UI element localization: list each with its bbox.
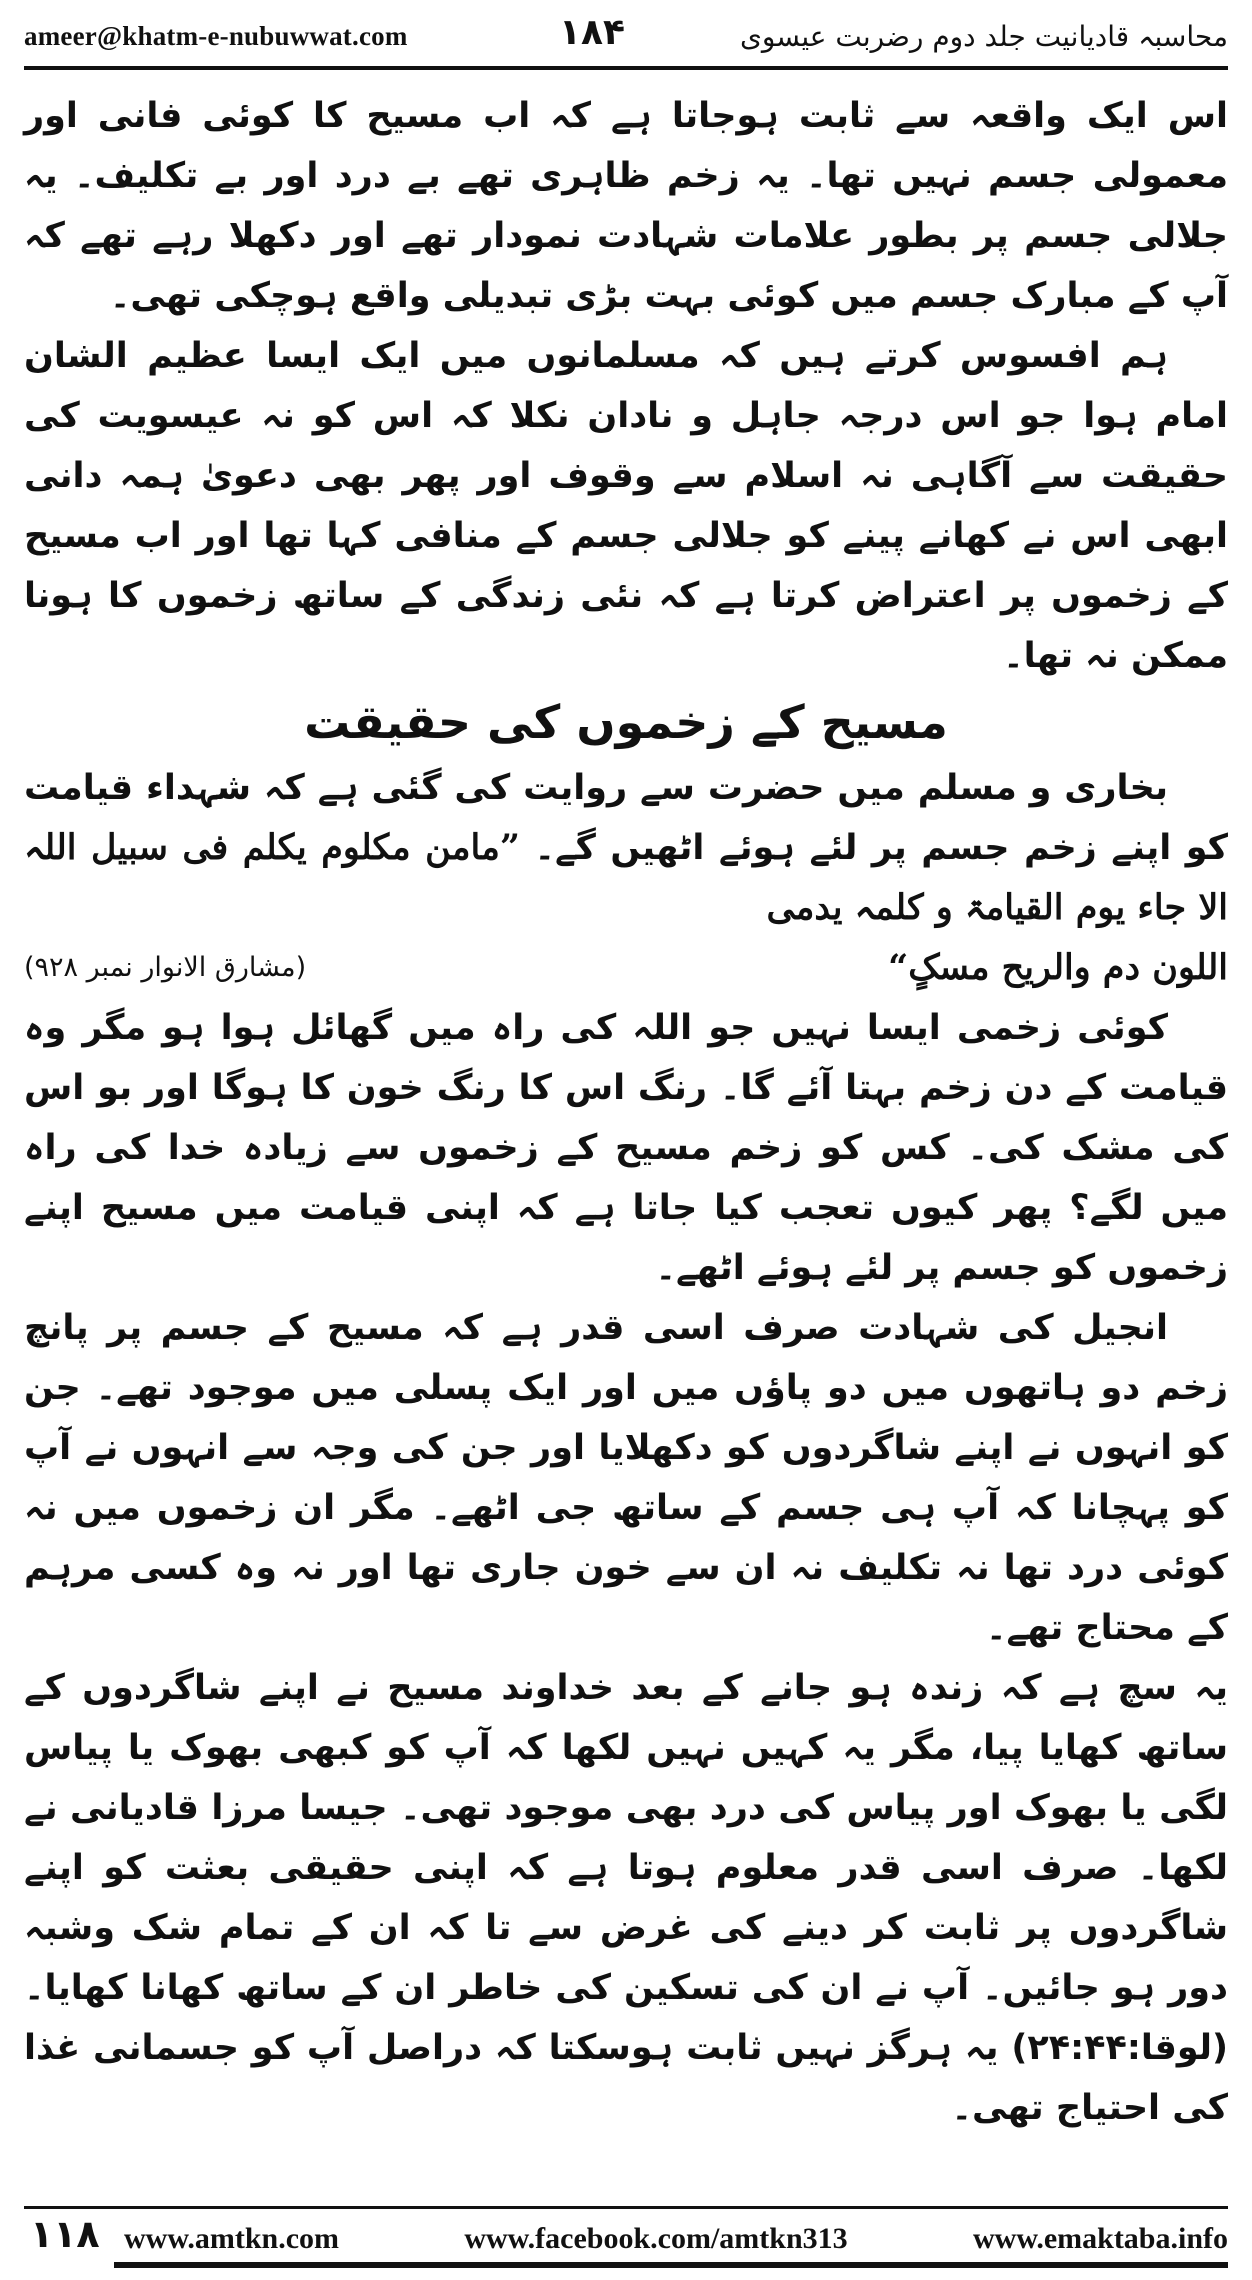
hadith-intro: بخاری و مسلم میں حضرت سے روایت کی گئی ہے کہ شہداء قیامت کو اپنے زخم جسم پر لئے ہوئے اٹھیں گے۔ bbox=[24, 768, 1229, 868]
paragraph-2: ہم افسوس کرتے ہیں کہ مسلمانوں میں ایک ایسا عظیم الشان امام ہوا جو اس درجہ جاہل و نادان نکلا کہ اس کو نہ عیسویت کی حقیقت سے آگاہی نہ اسلام سے وقوف اور پھر بھی دعویٰ ہمہ دانی ابھی اس نے کھانے پینے کو جلالی جسم کے منافی کہا تھا اور اب مسیح کے زخموں پر اعتراض کرتا ہے کہ نئی زندگی کے ساتھ زخموں کا ہونا ممکن نہ تھا۔ bbox=[24, 336, 1228, 676]
paragraph-3: کوئی زخمی ایسا نہیں جو اللہ کی راہ میں گھائل ہوا ہو مگر وہ قیامت کے دن زخم بہتا آئے گا۔ رنگ اس کا رنگ خون کا ہوگا اور بو اس کی مشک کی۔ کس کو زخم مسیح کے زخموں سے زیادہ خدا کی راہ میں لگے؟ پھر کیوں تعجب کیا جاتا ہے کہ اپنی قیامت میں مسیح اپنے زخموں کو جسم پر لئے ہوئے اٹھے۔ bbox=[24, 1008, 1228, 1288]
header-book-title: محاسبہ قادیانیت جلد دوم رضربت عیسوی bbox=[739, 19, 1228, 53]
footer-link-amtkn[interactable]: www.amtkn.com bbox=[124, 2222, 339, 2255]
page-content bbox=[24, 86, 1228, 2138]
footer-page-number: ۱۱۸ bbox=[30, 2212, 100, 2256]
section-heading: مسیح کے زخموں کی حقیقت bbox=[304, 695, 948, 749]
header-divider bbox=[24, 66, 1228, 70]
paragraph-5: یہ سچ ہے کہ زندہ ہو جانے کے بعد خداوند مسیح نے اپنے شاگردوں کے ساتھ کھایا پیا، مگر یہ کہیں نہیں لکھا کہ آپ کو کبھی بھوک یا پیاس لگی یا بھوک اور پیاس کی درد بھی موجود تھی۔ جیسا مرزا قادیانی نے لکھا۔ صرف اسی قدر معلوم ہوتا ہے کہ اپنی حقیقی بعثت کو اپنے شاگردوں پر ثابت کر دینے کی غرض سے تا کہ ان کے تمام شک وشبہ دور ہو جائیں۔ آپ نے ان کی تسکین کی خاطر ان کے ساتھ کھانا کھایا۔ (لوقا:۲۴:۴۴) یہ ہرگز نہیں ثابت ہوسکتا کہ دراصل آپ کو جسمانی غذا کی احتیاج تھی۔ bbox=[24, 1668, 1228, 2128]
footer-divider bbox=[24, 2206, 1228, 2209]
header-email[interactable]: ameer@khatm-e-nubuwwat.com bbox=[24, 20, 408, 51]
paragraph-4: انجیل کی شہادت صرف اسی قدر ہے کہ مسیح کے جسم پر پانچ زخم دو ہاتھوں میں دو پاؤں میں اور ایک پسلی میں موجود تھے۔ جن کو انہوں نے اپنے شاگردوں کو دکھلایا اور جن کی وجہ سے انہوں نے آپ کو پہچانا کہ آپ ہی جسم کے ساتھ جی اٹھے۔ مگر ان زخموں میں نہ کوئی درد تھا نہ تکلیف نہ ان سے خون جاری تھا اور نہ وہ کسی مرہم کے محتاج تھے۔ bbox=[24, 1308, 1228, 1648]
page-header bbox=[24, 10, 1228, 62]
hadith-reference: (مشارق الانوار نمبر ۹۲۸) bbox=[24, 952, 307, 983]
paragraph-1: اس ایک واقعہ سے ثابت ہوجاتا ہے کہ اب مسیح کا کوئی فانی اور معمولی جسم نہیں تھا۔ یہ زخم ظاہری تھے بے درد اور بے تکلیف۔ یہ جلالی جسم پر بطور علامات شہادت نمودار تھے اور دکھلا رہے تھے کہ آپ کے مبارک جسم میں کوئی بہت بڑی تبدیلی واقع ہوچکی تھی۔ bbox=[24, 96, 1228, 316]
footer-bar bbox=[114, 2262, 1228, 2268]
hadith-paragraph bbox=[24, 758, 1228, 938]
footer-links bbox=[124, 2222, 1228, 2256]
hadith-arabic-line-2: اللون دم والریح مسکٍ“ bbox=[888, 947, 1228, 988]
footer-link-emaktaba[interactable]: www.emaktaba.info bbox=[972, 2222, 1228, 2255]
header-page-number: ۱۸۴ bbox=[559, 12, 625, 53]
footer-link-facebook[interactable]: www.facebook.com/amtkn313 bbox=[464, 2222, 848, 2255]
document-page bbox=[24, 0, 1228, 2280]
hadith-arabic-line-1: ”مامن مکلوم یکلم فی سبیل اللہ الا جاء یوم القیامۃ و کلمہ یدمی bbox=[24, 827, 1228, 928]
hadith-closing-line bbox=[24, 938, 1228, 998]
